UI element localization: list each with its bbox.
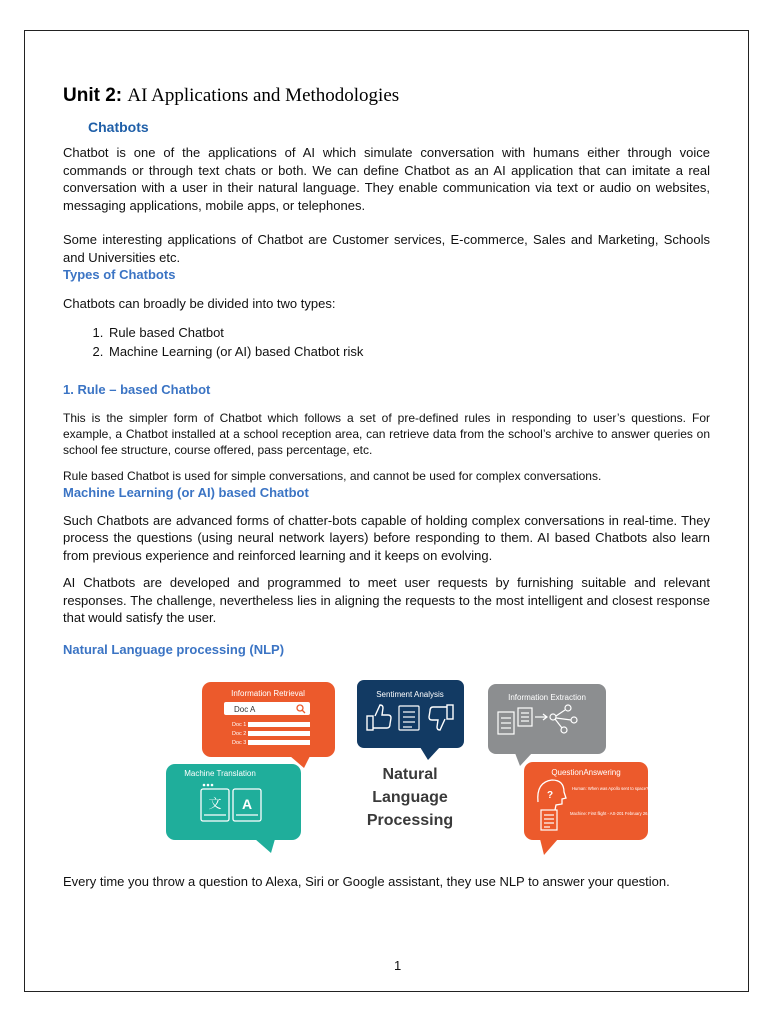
nlp-center-title bbox=[367, 766, 453, 829]
chatbots-para-2: Some interesting applications of Chatbot are Customer services, E-commerce, Sales and Marketing, Schools and Universities etc. bbox=[63, 232, 710, 265]
center-line-3: Processing bbox=[366, 812, 454, 829]
sentiment-analysis-label: Sentiment Analysis bbox=[376, 690, 444, 699]
unit-label: Unit 2: bbox=[63, 85, 123, 106]
doc-2-label: Doc 2 bbox=[232, 731, 247, 737]
latin-glyph: A bbox=[241, 796, 253, 812]
rule-based-para-1: This is the simpler form of Chatbot which follows a set of pre-defined rules in responding to user’s questions. For example, a Chatbot installed at a school reception area, can retrieve data from the school’s archive to answer queries on school fee structure, course offered, pass percentage, etc. bbox=[63, 410, 710, 457]
unit-title: AI Applications and Methodologies bbox=[127, 85, 400, 106]
chatbots-heading: Chatbots bbox=[88, 119, 149, 135]
human-question-text: Human: When was Apollo sent to space? bbox=[572, 786, 649, 791]
types-intro: Chatbots can broadly be divided into two types: bbox=[63, 296, 336, 311]
document-content bbox=[63, 84, 710, 659]
sentiment-analysis-bubble bbox=[357, 680, 464, 760]
ml-based-para-1: Such Chatbots are advanced forms of chatter-bots capable of holding complex conversations in real-time. They process the questions (using neural network layers) before responding to them. AI based Chatbots also learn from previous experience and reinforced learning and it keeps on evolving. bbox=[63, 512, 710, 563]
nlp-figure bbox=[160, 672, 660, 868]
machine-translation-label: Machine Translation bbox=[184, 769, 256, 778]
list-item: 2. Machine Learning (or AI) based Chatbot risk bbox=[107, 342, 710, 362]
information-retrieval-bubble bbox=[202, 682, 335, 768]
nlp-after-para: Every time you throw a question to Alexa, Siri or Google assistant, they use NLP to answer your question. bbox=[63, 874, 670, 889]
nlp-heading: Natural Language processing (NLP) bbox=[63, 641, 285, 657]
center-line-2: Language bbox=[372, 789, 448, 806]
search-doc-label: Doc A bbox=[234, 705, 256, 714]
types-list bbox=[63, 323, 710, 362]
machine-translation-bubble bbox=[166, 764, 301, 853]
machine-answer-text: Machine: First flight - AS-201 February 26, 1966 bbox=[570, 811, 660, 816]
chatbots-para-1: Chatbot is one of the applications of AI which simulate conversation with humans either through voice commands or through text chats or both. We can define Chatbot as an AI application that can imitate a real conversation with a user in their natural language. They enable communication via text or audio on websites, messaging applications, mobile apps, or telephones. bbox=[63, 145, 710, 213]
rule-based-heading: 1. Rule – based Chatbot bbox=[63, 381, 211, 397]
types-heading: Types of Chatbots bbox=[63, 267, 176, 282]
ml-based-para-2: AI Chatbots are developed and programmed to meet user requests by furnishing suitable and relevant responses. The challenge, nevertheless lies in aligning the requests to the most intelligent and closest response that would satisfy the user. bbox=[63, 575, 710, 625]
center-line-1: Natural bbox=[382, 766, 438, 783]
information-extraction-label: Information Extraction bbox=[508, 693, 586, 702]
question-answering-bubble bbox=[524, 762, 660, 855]
chinese-glyph: 文 bbox=[208, 797, 222, 812]
list-item: 1. Rule based Chatbot bbox=[107, 323, 710, 343]
doc-1-label: Doc 1 bbox=[232, 722, 247, 728]
question-mark-icon: ? bbox=[546, 790, 554, 801]
page-title bbox=[63, 84, 710, 108]
doc-3-label: Doc 3 bbox=[232, 740, 247, 746]
information-extraction-bubble bbox=[488, 684, 606, 766]
rule-based-para-2: Rule based Chatbot is used for simple conversations, and cannot be used for complex conversations. bbox=[63, 468, 602, 483]
page-number: 1 bbox=[394, 958, 402, 973]
question-answering-label: QuestionAnswering bbox=[551, 768, 621, 777]
information-retrieval-label: Information Retrieval bbox=[231, 689, 305, 698]
ml-based-heading: Machine Learning (or AI) based Chatbot bbox=[63, 484, 309, 500]
